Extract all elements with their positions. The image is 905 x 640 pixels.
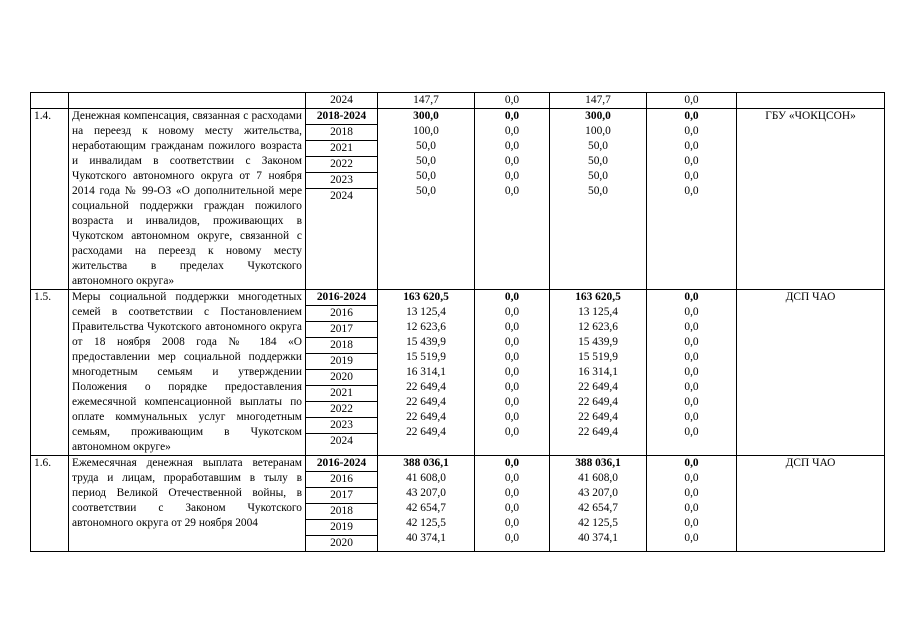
cell-federal: 0,0 bbox=[504, 502, 520, 514]
cell-year: 2023 bbox=[306, 173, 377, 189]
cell-year: 2024 bbox=[330, 435, 353, 447]
cell-num bbox=[31, 93, 69, 109]
cell-federal-column bbox=[475, 109, 550, 290]
cell-year: 2016-2024 bbox=[306, 290, 377, 306]
cell-federal-column bbox=[475, 290, 550, 456]
cell-regional: 15 519,9 bbox=[578, 351, 618, 363]
cell-total: 388 036,1 bbox=[403, 457, 449, 469]
cell-other: 0,0 bbox=[684, 110, 699, 122]
row-number: 1.6. bbox=[31, 456, 69, 552]
cell-other: 0,0 bbox=[684, 125, 699, 137]
cell-regional: 100,0 bbox=[585, 125, 611, 137]
cell-federal: 0,0 bbox=[504, 366, 520, 378]
cell-other-column bbox=[647, 109, 737, 290]
cell-other: 0,0 bbox=[684, 155, 699, 167]
cell-total: 16 314,1 bbox=[406, 366, 446, 378]
cell-total: 42 654,7 bbox=[406, 502, 446, 514]
cell-federal: 0,0 bbox=[504, 381, 520, 393]
row-description: Денежная компенсация, связанная с расходами на переезд к новому месту жительства, неработающим гражданам пожилого возраста и инвалидам в соответствии с Законом Чукотского автономного округа от 7 ноября 2014 года № 99-ОЗ «О дополнительной мере социальной поддержки граждан пожилого возраста и инвалидов, проживающих в Чукотском автономном округе, связанной с расходами на переезд к новому месту жительства в пределах Чукотского автономного округа» bbox=[69, 109, 306, 290]
cell-total: 50,0 bbox=[416, 185, 436, 197]
cell-other: 0,0 bbox=[684, 396, 699, 408]
cell-other-column bbox=[647, 456, 737, 552]
cell-other: 0,0 bbox=[684, 140, 699, 152]
cell-regional: 42 125,5 bbox=[578, 517, 618, 529]
cell-year-column bbox=[306, 109, 378, 290]
cell-year: 2017 bbox=[306, 488, 377, 504]
cell-year: 2021 bbox=[306, 141, 377, 157]
cell-regional: 388 036,1 bbox=[575, 457, 621, 469]
cell-total: 22 649,4 bbox=[406, 426, 446, 438]
cell-federal: 0,0 bbox=[504, 487, 520, 499]
cell-federal: 0,0 bbox=[504, 532, 520, 544]
cell-desc bbox=[69, 93, 306, 109]
cell-other: 0,0 bbox=[647, 93, 737, 109]
row-responsible: ДСП ЧАО bbox=[737, 290, 885, 456]
cell-other: 0,0 bbox=[684, 426, 699, 438]
cell-total: 50,0 bbox=[416, 140, 436, 152]
cell-responsible bbox=[737, 93, 885, 109]
cell-year: 2023 bbox=[306, 418, 377, 434]
cell-year: 2016-2024 bbox=[306, 456, 377, 472]
cell-federal: 0,0 bbox=[504, 306, 520, 318]
cell-regional: 22 649,4 bbox=[578, 396, 618, 408]
cell-other: 0,0 bbox=[684, 487, 699, 499]
row-responsible: ГБУ «ЧОКЦСОН» bbox=[737, 109, 885, 290]
row-number: 1.5. bbox=[31, 290, 69, 456]
cell-other: 0,0 bbox=[684, 532, 699, 544]
cell-federal: 0,0 bbox=[504, 336, 520, 348]
cell-total: 41 608,0 bbox=[406, 472, 446, 484]
cell-total: 300,0 bbox=[413, 110, 439, 122]
cell-other: 0,0 bbox=[684, 517, 699, 529]
cell-regional: 15 439,9 bbox=[578, 336, 618, 348]
table-row bbox=[31, 109, 885, 290]
cell-other: 0,0 bbox=[684, 351, 699, 363]
cell-total-column bbox=[378, 109, 475, 290]
table-body bbox=[31, 93, 885, 552]
cell-year: 2020 bbox=[306, 370, 377, 386]
cell-federal: 0,0 bbox=[504, 140, 520, 152]
cell-other: 0,0 bbox=[684, 306, 699, 318]
cell-year: 2022 bbox=[306, 157, 377, 173]
cell-other: 0,0 bbox=[684, 472, 699, 484]
cell-total-column bbox=[378, 290, 475, 456]
cell-federal: 0,0 bbox=[504, 321, 520, 333]
cell-regional: 22 649,4 bbox=[578, 426, 618, 438]
cell-year: 2017 bbox=[306, 322, 377, 338]
cell-total: 40 374,1 bbox=[406, 532, 446, 544]
cell-year-column bbox=[306, 456, 378, 552]
cell-regional: 163 620,5 bbox=[575, 291, 621, 303]
cell-other: 0,0 bbox=[684, 291, 699, 303]
cell-other-column bbox=[647, 290, 737, 456]
cell-total: 50,0 bbox=[416, 170, 436, 182]
cell-total: 15 519,9 bbox=[406, 351, 446, 363]
cell-federal: 0,0 bbox=[504, 110, 520, 122]
cell-federal: 0,0 bbox=[504, 170, 520, 182]
cell-total: 13 125,4 bbox=[406, 306, 446, 318]
cell-regional: 50,0 bbox=[588, 170, 608, 182]
cell-regional: 50,0 bbox=[588, 155, 608, 167]
cell-regional: 40 374,1 bbox=[578, 532, 618, 544]
cell-regional: 22 649,4 bbox=[578, 381, 618, 393]
cell-other: 0,0 bbox=[684, 321, 699, 333]
cell-regional: 50,0 bbox=[588, 140, 608, 152]
cell-other: 0,0 bbox=[684, 381, 699, 393]
cell-year: 2018 bbox=[306, 338, 377, 354]
cell-total: 15 439,9 bbox=[406, 336, 446, 348]
table-row bbox=[31, 290, 885, 456]
cell-total: 100,0 bbox=[413, 125, 439, 137]
cell-federal: 0,0 bbox=[504, 457, 520, 469]
cell-total-column bbox=[378, 456, 475, 552]
cell-year: 2018 bbox=[306, 504, 377, 520]
cell-other: 0,0 bbox=[684, 457, 699, 469]
cell-total: 22 649,4 bbox=[406, 396, 446, 408]
cell-year: 2024 bbox=[330, 190, 353, 202]
cell-total: 22 649,4 bbox=[406, 411, 446, 423]
program-table bbox=[30, 92, 885, 552]
cell-year: 2018 bbox=[306, 125, 377, 141]
row-number: 1.4. bbox=[31, 109, 69, 290]
cell-total: 22 649,4 bbox=[406, 381, 446, 393]
cell-other: 0,0 bbox=[684, 170, 699, 182]
cell-year: 2019 bbox=[306, 520, 377, 536]
cell-total: 147,7 bbox=[378, 93, 475, 109]
cell-regional: 12 623,6 bbox=[578, 321, 618, 333]
cell-federal: 0,0 bbox=[504, 396, 520, 408]
cell-total: 163 620,5 bbox=[403, 291, 449, 303]
cell-federal: 0,0 bbox=[504, 472, 520, 484]
cell-regional: 43 207,0 bbox=[578, 487, 618, 499]
cell-year: 2016 bbox=[306, 306, 377, 322]
cell-year: 2024 bbox=[306, 93, 378, 109]
cell-year: 2021 bbox=[306, 386, 377, 402]
cell-regional: 22 649,4 bbox=[578, 411, 618, 423]
cell-federal: 0,0 bbox=[504, 411, 520, 423]
cell-year: 2020 bbox=[330, 537, 353, 549]
cell-federal: 0,0 bbox=[504, 517, 520, 529]
cell-federal: 0,0 bbox=[504, 125, 520, 137]
cell-year: 2016 bbox=[306, 472, 377, 488]
cell-federal: 0,0 bbox=[504, 291, 520, 303]
cell-total: 42 125,5 bbox=[406, 517, 446, 529]
cell-year: 2019 bbox=[306, 354, 377, 370]
cell-total: 43 207,0 bbox=[406, 487, 446, 499]
cell-other: 0,0 bbox=[684, 336, 699, 348]
row-description: Ежемесячная денежная выплата ветеранам труда и лицам, проработавшим в тылу в период Великой Отечественной войны, в соответствии с Законом Чукотского автономного округа от 29 ноября 2004 bbox=[69, 456, 306, 552]
cell-regional: 41 608,0 bbox=[578, 472, 618, 484]
cell-federal: 0,0 bbox=[504, 426, 520, 438]
row-description: Меры социальной поддержки многодетных семей в соответствии с Постановлением Правительства Чукотского автономного округа от 18 ноября 2008 года № 184 «О предоставлении мер социальной поддержки многодетным семьям и утверждении Положения о порядке предоставления ежемесячной компенсационной выплаты по оплате коммунальных услуг многодетным семьям, проживающим в Чукотском автономном округе» bbox=[69, 290, 306, 456]
cell-other: 0,0 bbox=[684, 411, 699, 423]
cell-federal: 0,0 bbox=[504, 351, 520, 363]
row-responsible: ДСП ЧАО bbox=[737, 456, 885, 552]
cell-federal: 0,0 bbox=[504, 185, 520, 197]
cell-year: 2022 bbox=[306, 402, 377, 418]
cell-federal: 0,0 bbox=[504, 155, 520, 167]
table-row-continued bbox=[31, 93, 885, 109]
cell-regional: 300,0 bbox=[585, 110, 611, 122]
cell-total: 50,0 bbox=[416, 155, 436, 167]
cell-total: 12 623,6 bbox=[406, 321, 446, 333]
cell-other: 0,0 bbox=[684, 366, 699, 378]
cell-federal-column bbox=[475, 456, 550, 552]
cell-regional: 13 125,4 bbox=[578, 306, 618, 318]
cell-regional: 16 314,1 bbox=[578, 366, 618, 378]
cell-regional-column bbox=[550, 109, 647, 290]
cell-regional-column bbox=[550, 456, 647, 552]
cell-year-column bbox=[306, 290, 378, 456]
cell-year: 2018-2024 bbox=[306, 109, 377, 125]
cell-regional: 50,0 bbox=[588, 185, 608, 197]
cell-other: 0,0 bbox=[684, 185, 699, 197]
table-row bbox=[31, 456, 885, 552]
cell-regional-column bbox=[550, 290, 647, 456]
cell-federal: 0,0 bbox=[475, 93, 550, 109]
cell-regional: 42 654,7 bbox=[578, 502, 618, 514]
cell-regional: 147,7 bbox=[550, 93, 647, 109]
cell-other: 0,0 bbox=[684, 502, 699, 514]
